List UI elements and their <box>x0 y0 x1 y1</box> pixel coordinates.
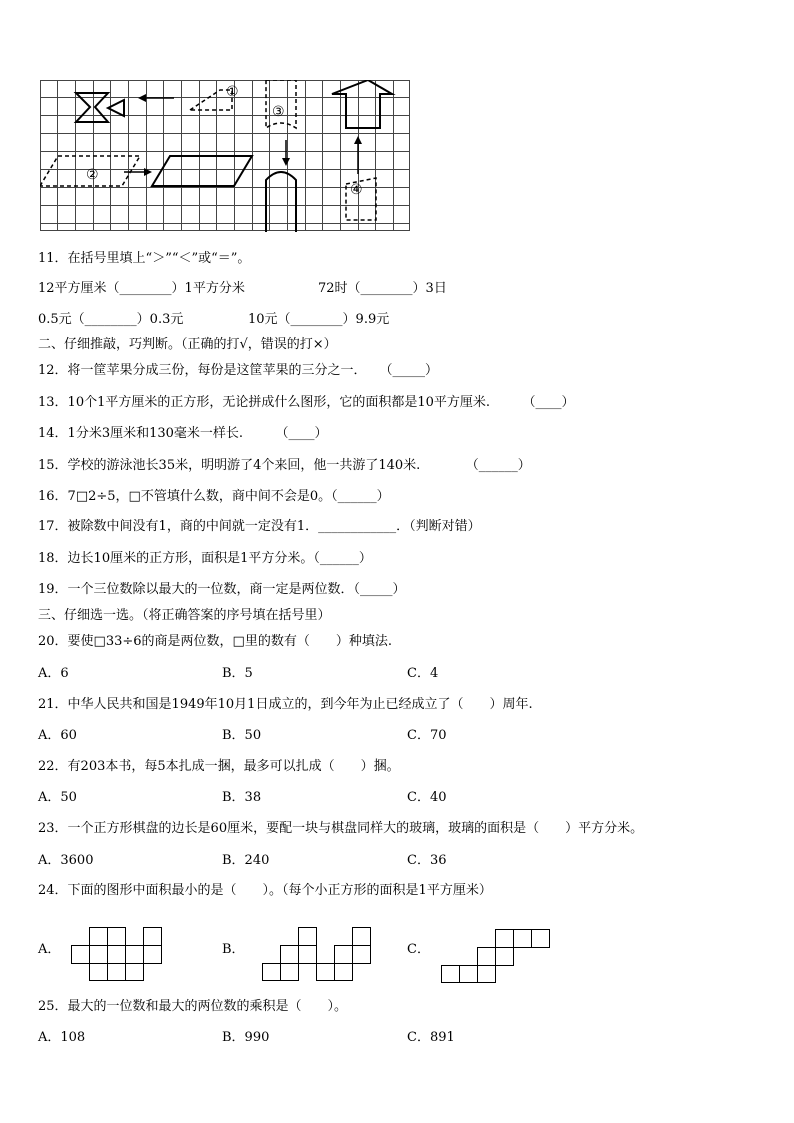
q22-option-a: A．50 <box>38 790 77 805</box>
q23-option-c: C．36 <box>407 853 447 868</box>
q24-option-a: A． <box>38 942 61 957</box>
q25-option-c: C．891 <box>407 1030 455 1045</box>
question-15: 15．学校的游泳池长35米，明明游了4个来回，他一共游了140米. （______） <box>38 458 531 473</box>
q11-item-4: 10元（________）9.9元 <box>248 312 390 327</box>
q11-item-3: 0.5元（________）0.3元 <box>38 312 184 327</box>
arrow-down-head <box>282 158 290 166</box>
q25-option-a: A．108 <box>38 1030 86 1045</box>
question-22-stem: 22．有203本书，每5本扎成一捆，最多可以扎成（ ）捆。 <box>38 759 400 774</box>
q21-option-a: A．60 <box>38 728 77 743</box>
question-19: 19．一个三位数除以最大的一位数，商一定是两位数．（_____） <box>38 582 406 597</box>
question-20-stem: 20．要使□33÷6的商是两位数，□里的数有（ ）种填法. <box>38 634 392 649</box>
q24-figure-b <box>262 927 372 981</box>
section-2-heading: 二、仔细推敲，巧判断。（正确的打√，错误的打×） <box>38 337 337 352</box>
label-4: ④ <box>350 182 363 198</box>
section-3-heading: 三、仔细选一选。（将正确答案的序号填在括号里） <box>38 608 331 623</box>
q21-option-b: B．50 <box>222 728 262 743</box>
q22-option-c: C．40 <box>407 790 447 805</box>
label-2: ② <box>86 167 99 183</box>
label-3: ③ <box>272 104 285 120</box>
question-25-stem: 25．最大的一位数和最大的两位数的乘积是（ ）。 <box>38 999 348 1014</box>
q20-option-a: A．6 <box>38 666 69 681</box>
arrow-left-head <box>138 94 146 102</box>
q24-option-c: C． <box>407 942 430 957</box>
q22-option-b: B．38 <box>222 790 262 805</box>
q21-option-c: C．70 <box>407 728 447 743</box>
q23-option-b: B．240 <box>222 853 270 868</box>
q11-item-2: 72时（________）3日 <box>318 281 447 296</box>
q20-option-c: C．4 <box>407 666 439 681</box>
solid-parallelogram <box>152 156 252 186</box>
question-21-stem: 21．中华人民共和国是1949年10月1日成立的，到今年为止已经成立了（ ）周年. <box>38 697 533 712</box>
q24-option-b: B． <box>222 942 245 957</box>
label-1: ① <box>226 84 239 100</box>
transformation-grid-figure <box>40 80 410 232</box>
q24-figure-c <box>441 929 551 983</box>
question-24-stem: 24．下面的图形中面积最小的是（ ）。（每个小正方形的面积是1平方厘米） <box>38 883 492 898</box>
q23-option-a: A．3600 <box>38 853 94 868</box>
q20-option-b: B．5 <box>222 666 253 681</box>
question-17: 17．被除数中间没有1，商的中间就一定没有1．____________．（判断对错） <box>38 519 481 534</box>
question-23-stem: 23．一个正方形棋盘的边长是60厘米，要配一块与棋盘同样大的玻璃，玻璃的面积是（ ）平方分米。 <box>38 821 644 836</box>
q11-stem: 11．在括号里填上“＞”“＜”或“＝”。 <box>38 251 251 266</box>
question-12: 12．将一筐苹果分成三份，每份是这筐苹果的三分之一． （_____） <box>38 363 439 378</box>
question-16: 16．7□2÷5，□不管填什么数，商中间不会是0。（______） <box>38 489 390 504</box>
question-18: 18．边长10厘米的正方形，面积是1平方分米。（______） <box>38 551 372 566</box>
q25-option-b: B．990 <box>222 1030 270 1045</box>
q11-item-1: 12平方厘米（________）1平方分米 <box>38 281 245 296</box>
question-14: 14．1分米3厘米和130毫米一样长. （____） <box>38 426 328 441</box>
q24-figure-a <box>71 927 163 981</box>
question-13: 13．10个1平方厘米的正方形，无论拼成什么图形，它的面积都是10平方厘米. （____） <box>38 395 575 410</box>
arrow-up-head <box>354 136 362 144</box>
